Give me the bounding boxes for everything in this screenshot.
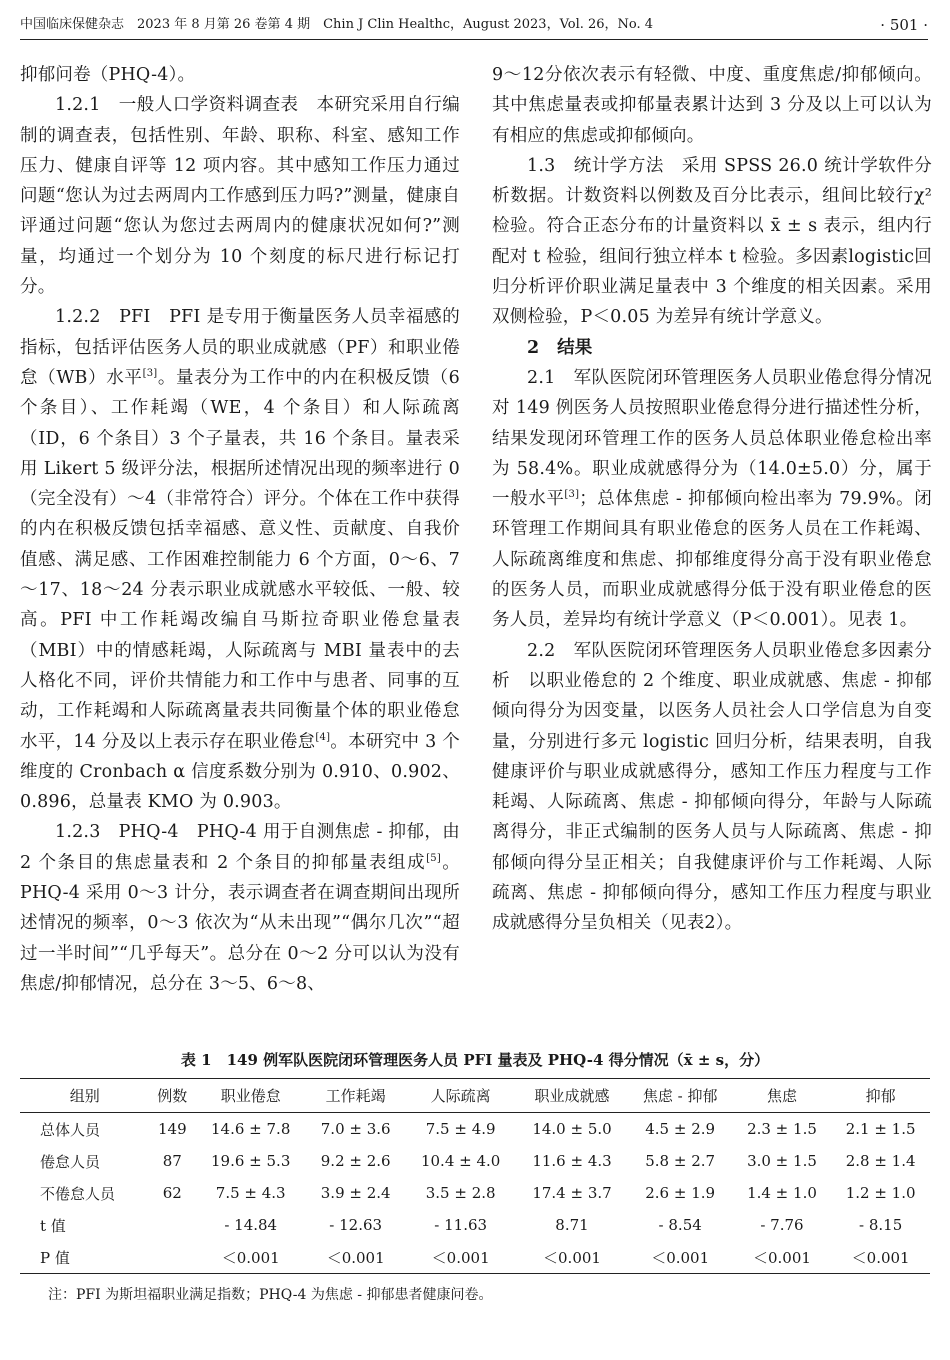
table-cell: 5.8 ± 2.7 <box>645 1152 716 1170</box>
section-body: 对 149 例医务人员按照职业倦怠得分进行描述性分析，结果发现闭环管理工作的医务人员总体职业倦怠检出率为 58.4%。职业成就感得分为（14.0±5.0）分，属于一般水平 <box>492 398 932 510</box>
table-cell: 2.1 ± 1.5 <box>845 1120 916 1138</box>
section-body: 以职业倦怠的 2 个维度、职业成就感、焦虑 - 抑郁倾向得分为因变量，以医务人员社会人口学信息为自变量，分别进行多元 logistic 回归分析，结果表明，自我健康评价与职业成就感得分，感知工作压力程度与工作耗竭、人际疏离、焦虑 - 抑郁倾向得分，年龄与人际疏离得分，非正式编制的医务人员与人际疏离、焦虑 - 抑郁倾向得分呈正相关；自我健康评价与工作耗竭、人际疏离、焦虑 - 抑郁倾向得分，感知工作压力程度与职业成就感得分呈负相关（见表2）。 <box>492 670 933 934</box>
section-2-2 <box>492 636 932 939</box>
section-heading: 1.2.3 PHQ-4 <box>55 822 197 843</box>
section-heading: 2.2 军队医院闭环管理医务人员职业倦怠多因素分析 <box>492 640 932 691</box>
table-cell: 1.2 ± 1.0 <box>845 1184 916 1202</box>
table-cell <box>150 1241 195 1274</box>
table-cell: 不倦怠人员 <box>40 1184 116 1203</box>
table-cell: 倦怠人员 <box>40 1152 101 1171</box>
column-header: 职业倦怠 <box>195 1079 306 1113</box>
section-body: ；总体焦虑 - 抑郁倾向检出率为 79.9%。闭环管理工作期间具有职业倦怠的医务人员在工作耗竭、人际疏离维度和焦虑、抑郁维度得分高于没有职业倦怠的医务人员，而职业成就感得分低于没有职业倦怠的医务人员，差异均有统计学意义（P＜0.001）。见表 1。 <box>492 489 932 631</box>
table-cell: 7.0 ± 3.6 <box>320 1120 391 1138</box>
journal-info: 中国临床保健杂志 2023 年 8 月第 26 卷第 4 期 Chin J Clin Healthc，August 2023，Vol. 26，No. 4 <box>20 17 654 32</box>
citation: [4] <box>315 731 331 743</box>
page-number: · 501 · <box>880 16 928 34</box>
section-body: 。本研究中 3 个维度的 Cronbach α 信度系数分别为 0.910、0.902、0.896，总量表 KMO 为 0.903。 <box>20 731 460 813</box>
table-header-row <box>20 1079 930 1113</box>
section-body: 。PHQ-4 采用 0～3 计分，表示调查者在调查期间出现所述情况的频率，0～3 依次为“从未出现”“偶尔几次”“超过一半时间”“几乎每天”。总分在 0～2 分可以认为没有焦虑/抑郁情况，总分在 3～5、6～8、 <box>20 852 460 994</box>
citation: [3] <box>564 489 580 501</box>
section-heading: 1.2.2 PFI <box>55 307 170 328</box>
table-cell: - 11.63 <box>434 1216 488 1234</box>
section-body: 。量表分为工作中的内在积极反馈（6 个条目）、工作耗竭（WE，4 个条目）和人际疏离（ID，6 个条目）3 个子量表，共 16 个条目。量表采用 Likert 5 级评分法，根据所述情况出现的频率进行 0（完全没有）～4（非常符合）评分。个体在工作中获得的内在积极反馈包括幸福感、意义性、贡献度、自我价值感、满足感、工作困难控制能力 6 个方面，0～6、7～17、18～24 分表示职业成就感水平较低、一般、较高。PFI 中工作耗竭改编自马斯拉奇职业倦怠量表（MBI）中的情感耗竭，人际疏离与 MBI 量表中的去人格化不同，评价共情能力和工作中与患者、同事的互动，工作耗竭和人际疏离量表共同衡量个体的职业倦怠水平，14 分及以上表示存在职业倦怠 <box>20 367 460 752</box>
table-cell: 17.4 ± 3.7 <box>532 1184 612 1202</box>
section-1-2-3 <box>20 817 460 999</box>
table-cell: 62 <box>162 1184 182 1202</box>
table-cell: ＜0.001 <box>516 1241 627 1274</box>
citation: [3] <box>142 368 158 380</box>
table-cell: 4.5 ± 2.9 <box>645 1120 716 1138</box>
section-heading: 1.2.1 一般人口学资料调查表 <box>55 95 317 116</box>
section-body: PHQ-4 用于自测焦虑 - 抑郁，由 2 个条目的焦虑量表和 2 个条目的抑郁量表组成 <box>20 822 460 873</box>
table-cell: 2.3 ± 1.5 <box>747 1120 817 1138</box>
table-cell: - 7.76 <box>760 1216 804 1234</box>
results-table <box>20 1078 930 1274</box>
table-cell: 10.4 ± 4.0 <box>420 1152 501 1170</box>
paragraph: 9～12分依次表示有轻微、中度、重度焦虑/抑郁倾向。其中焦虑量表或抑郁量表累计达到 3 分及以上可以认为有相应的焦虑或抑郁倾向。 <box>492 65 932 146</box>
table-row <box>20 1145 930 1177</box>
section-body: 本研究采用自行编制的调查表，包括性别、年龄、职称、科室、感知工作压力、健康自评等 12 项内容。其中感知工作压力通过问题“您认为过去两周内工作感到压力吗?”测量，健康自评通过问题“您认为您过去两周内的健康状况如何?”测量，均通过一个划分为 10 个刻度的标尺进行标记打分。 <box>20 95 460 298</box>
table-cell: ＜0.001 <box>628 1241 733 1274</box>
citation: [5] <box>426 852 441 864</box>
column-header: 工作耗竭 <box>306 1079 405 1113</box>
table-cell: 总体人员 <box>40 1120 101 1139</box>
table-cell: - 8.54 <box>658 1216 702 1234</box>
column-header: 焦虑 - 抑郁 <box>628 1079 733 1113</box>
table-cell: 9.2 ± 2.6 <box>320 1152 391 1170</box>
section-2-heading: 2 结果 <box>527 337 593 358</box>
table-row <box>20 1113 930 1146</box>
table-cell: P 值 <box>20 1241 150 1274</box>
section-heading: 2.1 军队医院闭环管理医务人员职业倦怠得分情况 <box>527 367 950 388</box>
table-caption: 表 1 149 例军队医院闭环管理医务人员 PFI 量表及 PHQ-4 得分情况（x̄ ± s，分） <box>180 1051 770 1069</box>
table-cell: - 12.63 <box>329 1216 383 1234</box>
table-cell: 2.8 ± 1.4 <box>845 1152 916 1170</box>
table-cell: 87 <box>162 1152 182 1170</box>
table-row <box>20 1177 930 1209</box>
table-note: 注：PFI 为斯坦福职业满足指数；PHQ-4 为焦虑 - 抑郁患者健康问卷。 <box>48 1287 493 1303</box>
table-cell: 8.71 <box>555 1216 589 1234</box>
running-header <box>20 14 928 36</box>
table-cell: t 值 <box>40 1216 66 1235</box>
column-header: 抑郁 <box>831 1079 930 1113</box>
table-row <box>20 1209 930 1241</box>
table-cell: 19.6 ± 5.3 <box>211 1152 291 1170</box>
table-cell: ＜0.001 <box>405 1241 516 1274</box>
table-cell: 3.0 ± 1.5 <box>747 1152 817 1170</box>
section-2-1 <box>492 363 950 636</box>
section-body: 采用 SPSS 26.0 统计学软件分析数据。计数资料以例数及百分比表示，组间比较行χ² 检验。符合正态分布的计量资料以 x̄ ± s 表示，组内行配对 t 检验，组间行独立样本 t 检验。多因素logistic回归分析评价职业满足量表中 3 个维度的相关因素。采用双侧检验，P＜0.05 为差异有统计学意义。 <box>492 155 932 328</box>
table-cell: 7.5 ± 4.3 <box>215 1184 286 1202</box>
table-row <box>20 1241 930 1274</box>
table-cell: 14.0 ± 5.0 <box>532 1120 612 1138</box>
right-column <box>492 60 950 939</box>
left-column <box>20 60 460 999</box>
section-1-3 <box>492 151 932 333</box>
table-cell: ＜0.001 <box>733 1241 832 1274</box>
table-cell: 11.6 ± 4.3 <box>532 1152 612 1170</box>
paragraph: 抑郁问卷（PHQ-4）。 <box>20 65 196 85</box>
table-cell: ＜0.001 <box>195 1241 306 1274</box>
table-cell: 2.6 ± 1.9 <box>645 1184 716 1202</box>
table-cell: 1.4 ± 1.0 <box>747 1184 817 1202</box>
table-cell <box>150 1209 195 1241</box>
section-1-2-1 <box>20 90 460 302</box>
header-divider <box>20 39 928 40</box>
table-cell: 3.9 ± 2.4 <box>320 1184 391 1202</box>
table-cell: ＜0.001 <box>831 1241 930 1274</box>
table-cell: ＜0.001 <box>306 1241 405 1274</box>
section-body: PFI 是专用于衡量医务人员幸福感的指标，包括评估医务人员的职业成就感（PF）和职业倦怠（WB）水平 <box>20 307 460 388</box>
table-cell: 149 <box>157 1120 187 1138</box>
table-cell: - 8.15 <box>859 1216 903 1234</box>
table-cell: 7.5 ± 4.9 <box>425 1120 496 1138</box>
column-header: 例数 <box>150 1079 195 1113</box>
section-heading: 1.3 统计学方法 <box>527 155 682 176</box>
table-1 <box>20 1048 930 1304</box>
table-cell: - 14.84 <box>224 1216 278 1234</box>
column-header: 人际疏离 <box>405 1079 516 1113</box>
table-cell: 3.5 ± 2.8 <box>425 1184 496 1202</box>
section-1-2-2 <box>20 302 460 817</box>
table-cell: 14.6 ± 7.8 <box>211 1120 291 1138</box>
column-header: 职业成就感 <box>516 1079 627 1113</box>
column-header: 焦虑 <box>733 1079 832 1113</box>
column-header: 组别 <box>20 1079 150 1113</box>
